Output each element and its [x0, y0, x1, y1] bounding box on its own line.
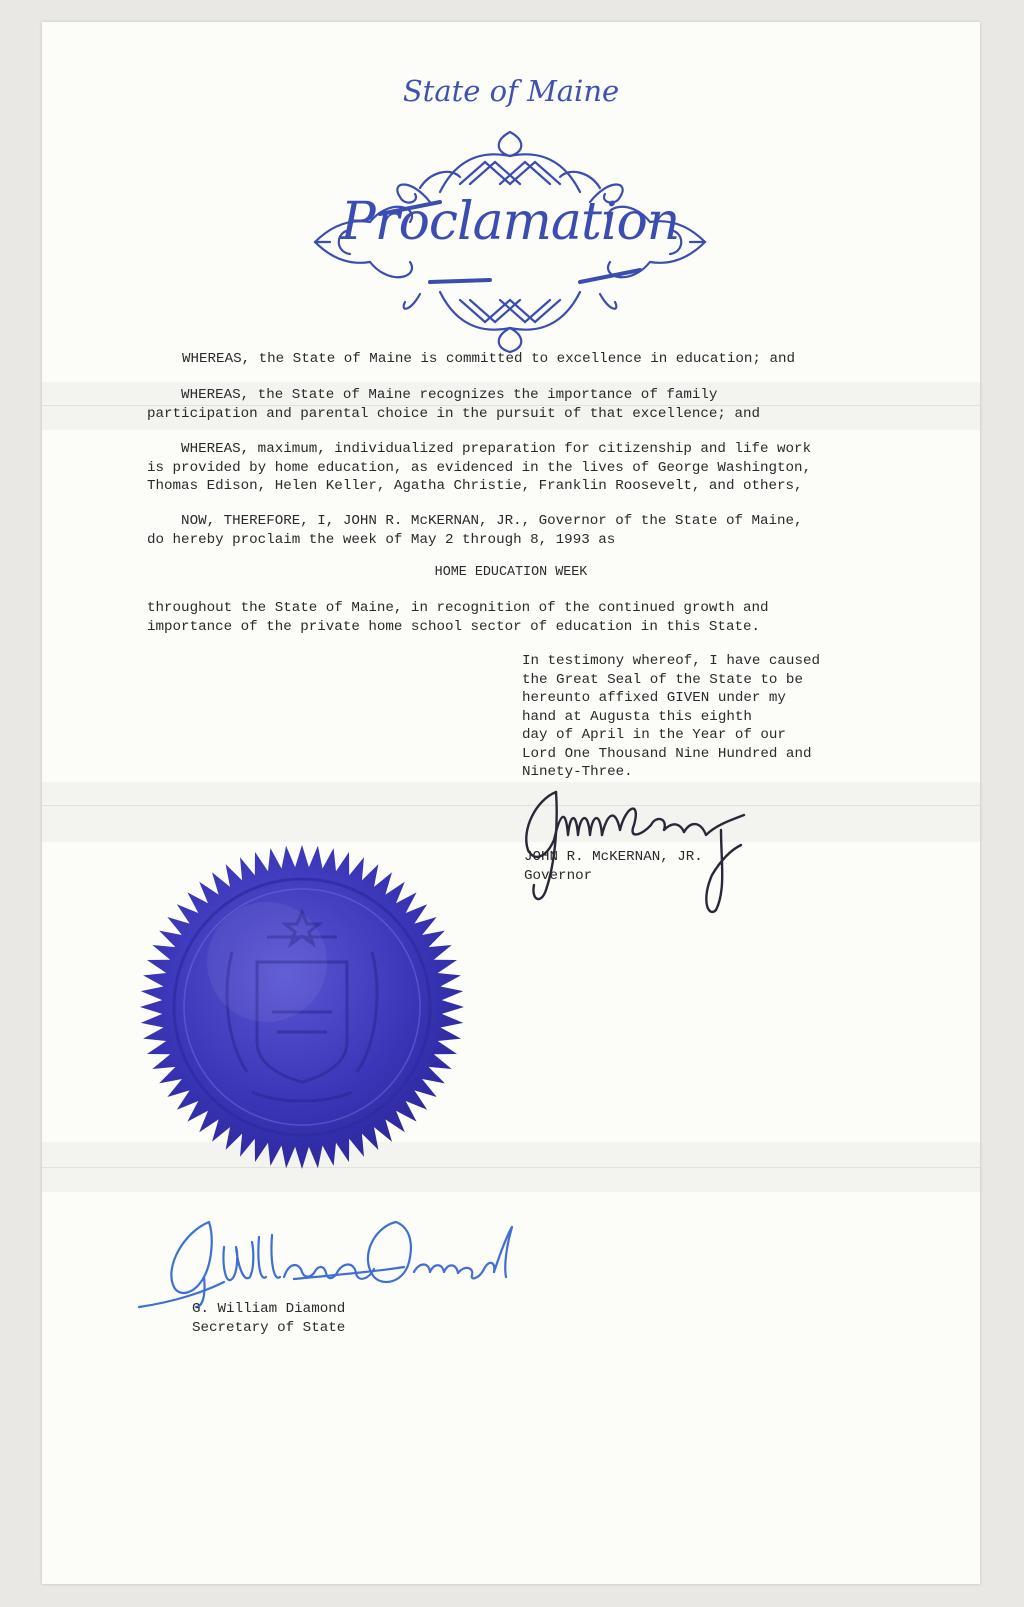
proclamation-document	[42, 22, 980, 1584]
governor-title: Governor	[524, 868, 593, 884]
proclamation-ornament	[310, 122, 710, 362]
proclamation-title: Proclamation	[340, 192, 680, 252]
secretary-title: Secretary of State	[192, 1320, 346, 1336]
great-seal-icon	[137, 842, 467, 1172]
fold-line-middle	[42, 805, 980, 806]
whereas-paragraph-3: WHEREAS, maximum, individualized preparation for citizenship and life work is provided by home education, as evidenced in the lives of George Washington, Thomas Edison, Helen Keller, Agatha Christie, Franklin Roosevelt, and others,	[147, 441, 812, 494]
now-therefore-paragraph: NOW, THEREFORE, I, JOHN R. McKERNAN, JR., Governor of the State of Maine, do hereby proclaim the week of May 2 through 8, 1993 as	[147, 513, 803, 548]
testimony-paragraph: In testimony whereof, I have caused the Great Seal of the State to be hereunto affixed GIVEN under my hand at Augusta this eighth day of April in the Year of our Lord One Thousand Nine Hundred and Ninety-Three.	[522, 653, 820, 780]
secretary-name: G. William Diamond	[192, 1301, 346, 1317]
proclamation-heading: HOME EDUCATION WEEK	[434, 565, 588, 580]
governor-name: JOHN R. McKERNAN, JR.	[524, 849, 703, 865]
closing-paragraph: throughout the State of Maine, in recognition of the continued growth and importance of the private home school sector of education in this State.	[147, 600, 769, 635]
fold-shadow-middle	[42, 782, 980, 842]
state-title: State of Maine	[402, 74, 620, 108]
whereas-paragraph-2: WHEREAS, the State of Maine recognizes the importance of family participation and parental choice in the pursuit of that excellence; and	[147, 387, 760, 422]
whereas-paragraph-1: WHEREAS, the State of Maine is committed to excellence in education; and	[182, 351, 795, 367]
